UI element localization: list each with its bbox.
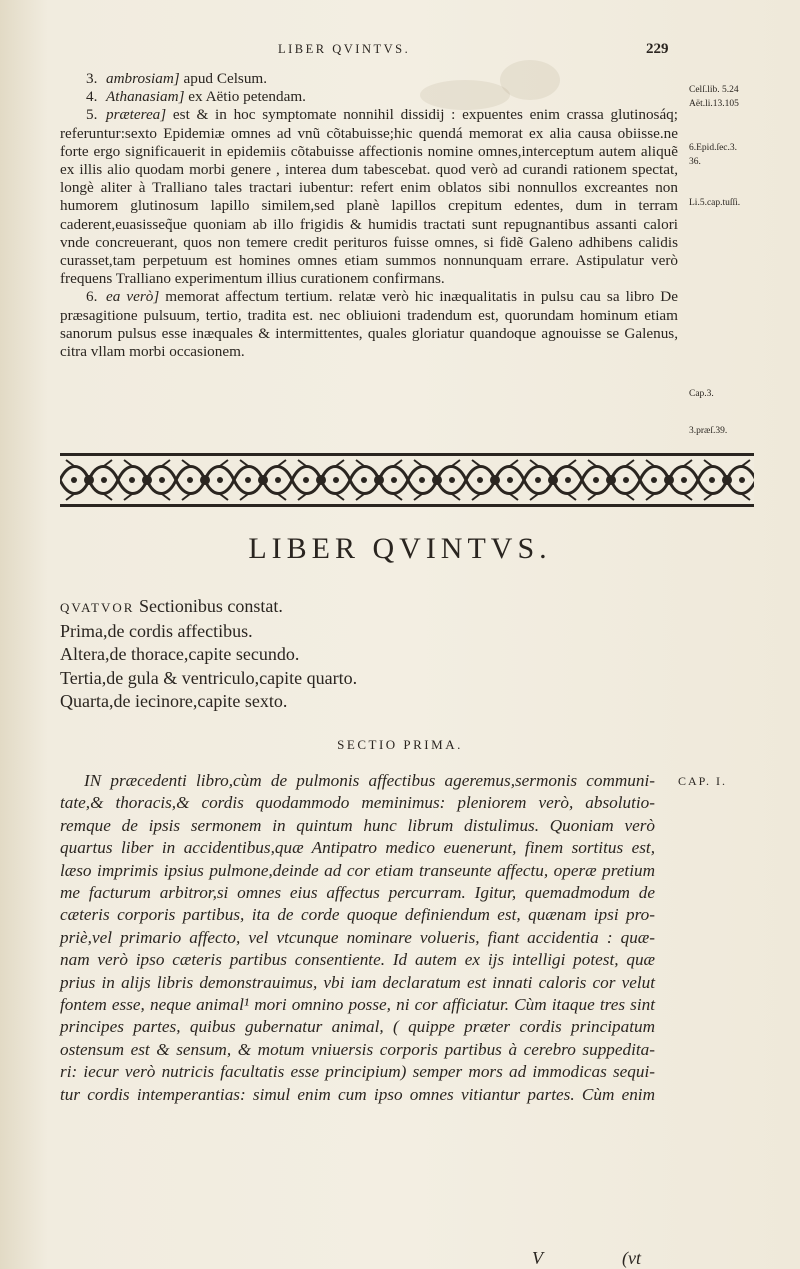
text-line: prius in alijs libris demonstrauimus, vbi iam declaratum est innati caloris cor velut: [60, 972, 655, 992]
note-text: memorat affectum tertium. relatæ verò hic inæqualitatis in pulsu cau sa libro De præsagitione pulsuum, tertio, tradita est. nec obliuioni tradendum est, quorundam hominum etiam sanorum pulsus esse inæquales & intermittentes, quales gloriatur quandoque agnouisse se Galenus, citra vllam morbi occasionem.: [60, 288, 679, 361]
note-number: 4.: [86, 88, 98, 106]
note-number: 5.: [86, 106, 98, 124]
running-head: LIBER QVINTVS.: [278, 42, 411, 56]
contents-item: Prima,de cordis affectibus.: [60, 620, 253, 641]
note-number: 3.: [86, 70, 98, 87]
chapter-label: CAP. I.: [678, 774, 728, 788]
signature-mark: V: [532, 1248, 543, 1268]
marginal-note: 3.præſ.39.: [689, 426, 728, 436]
text-line: IN præcedenti libro,cùm de pulmonis affectibus ageremus,sermonis communi-: [84, 771, 655, 790]
main-text: [60, 770, 655, 1106]
text-line: nam verò ipso cæteris partibus consentiente. Id autem ex ijs intelligi potest, quæ: [60, 950, 655, 970]
text-line: priè,vel primario affecto, vel vtcunque nominare volueris, fiant accidentia : quæ-: [60, 927, 655, 947]
marginal-note: Celſ.lib. 5.24: [689, 85, 739, 95]
contents-intro: [60, 595, 357, 620]
marginal-note: Li.5.cap.tuſſi.: [689, 198, 741, 208]
note-number: 6.: [86, 288, 98, 306]
contents-item: Tertia,de gula & ventriculo,capite quarto.: [60, 667, 358, 688]
catchword: (vt: [622, 1248, 641, 1268]
text-line: remque de ipsis sermonem in quintum hunc librum distulimus. Quoniam verò: [60, 815, 655, 835]
note-lemma: Athanasiam]: [106, 88, 185, 106]
note-text: ex Aëtio petendam.: [184, 88, 306, 106]
note-lemma: ambrosiam]: [106, 70, 180, 87]
text-line: quartus liber in accidentibus,quæ Antipatro medico euenerunt, finem sortitus est,: [60, 838, 655, 858]
contents-intro-text: Sectionibus constat.: [134, 596, 283, 616]
text-line: me facturum arbitror,si omnes eius affectus percurram. Igitur, quemadmodum de: [60, 883, 655, 903]
note-lemma: præterea]: [106, 106, 167, 124]
text-line: tur cordis intemperantias: simul enim cum ipso omnes vitiantur partes. Cùm enim: [60, 1084, 655, 1104]
marginal-note: Aët.li.13.105: [689, 99, 739, 109]
note-6: [60, 288, 678, 361]
ornamental-band: [60, 453, 754, 507]
note-4: [60, 88, 678, 106]
marginal-note: Cap.3.: [689, 389, 714, 399]
text-line: tate,& thoracis,& cordis quodammodo meminimus: pleniorem verò, absolutio-: [60, 793, 655, 813]
note-lemma: ea verò]: [106, 288, 160, 306]
commentary-notes: [60, 70, 678, 361]
text-line: fontem esse, neque animal¹ mori omnino posse, ni cor afficiatur. Cùm itaque tres sint: [60, 995, 655, 1015]
note-3: [60, 70, 678, 88]
note-text: apud Celsum.: [179, 70, 268, 87]
page-number: 229: [646, 41, 669, 57]
contents-item: Altera,de thorace,capite secundo.: [60, 644, 300, 664]
text-line: ri: iecur verò nutricis facultatis esse principium) semper mors ad immodicas sequi-: [60, 1062, 655, 1082]
note-5: [60, 106, 678, 288]
contents-intro-smallcaps: QVATVOR: [60, 600, 135, 615]
arabesque-ornament: [60, 456, 754, 504]
section-heading: SECTIO PRIMA.: [337, 737, 463, 752]
marginal-note: 6.Epid.ſec.3.: [689, 143, 738, 153]
section-contents: [60, 595, 357, 714]
page-header: [0, 42, 800, 66]
text-line: læso imprimis ipsius pulmone,deinde ad cor etiam transeunte affectu, operæ pretium: [60, 860, 655, 880]
text-line: principes partes, quibus gubernatur animal, ( quippe præter cordis principatum: [60, 1017, 655, 1037]
contents-item: Quarta,de iecinore,capite sexto.: [60, 691, 288, 711]
text-line: cæteris corporis partibus, ita de corde quoque definiendum est, quænam ipsi pro-: [60, 905, 655, 925]
text-line: ostensum est & sensum, & motum vniuersis corporis partibus à cerebro suppedita-: [60, 1039, 655, 1059]
note-text: est & in hoc symptomate nonnihil dissidij : expuentes enim crassa glutinosáq; referuntur:sexto Epidemiæ omnes ad vnũ cõtabuisse;hic quendá memorat ex alia causa obiisse.ne forte ergo significauerit in epidemiis cõtabuisse affectionis nomine omnes,interceptum autem aliquẽ ex illis alio quodam morbi genere , interea dum tabescebat. quod verò ad curandi rationem spectat, longè aliter à Tralliano tales tractari iubentur: refert enim oblatos sibi nonnullos excreantes non humorem glutinosum lapillo similem,sed planè lapillos crepitum edentes, dum in terram caderent,euasisseq̃ue quoniam ab illo frigidis & humidis tractati sunt repugnantibus assanti calori vnde concreuerant, quos non temere credit perituros fuisse omnes, si fidẽ Galeno adhibens calidis curasset,tam perpetuum est homines omnes etiam summos nonnunquam errare. Astipulatur verò frequens Tralliano experimentum illius curationem confirmans.: [60, 106, 678, 288]
marginal-note: 36.: [689, 157, 701, 167]
book-title: LIBER QVINTVS.: [248, 532, 552, 565]
